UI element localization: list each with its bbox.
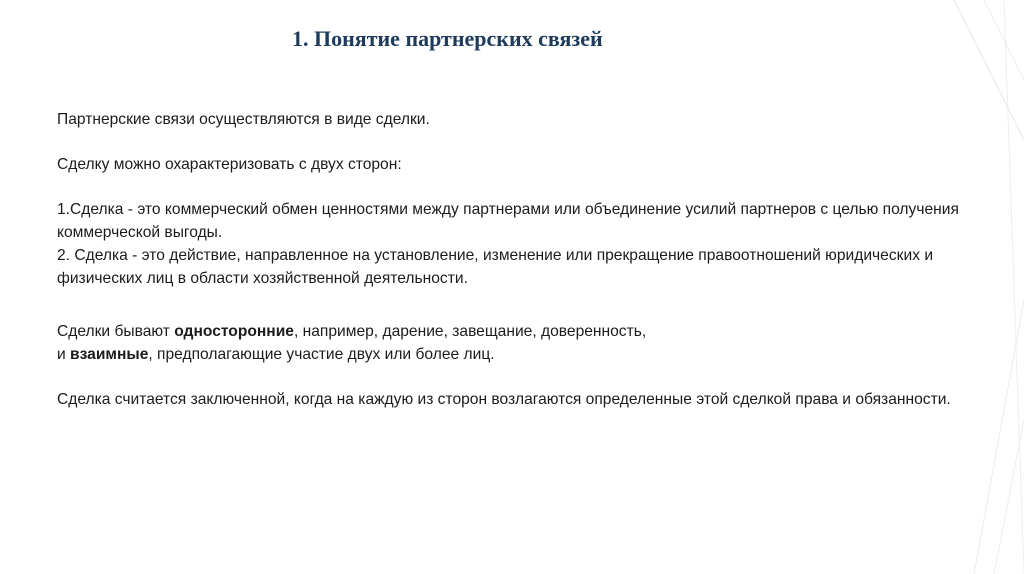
slide-title: 1. Понятие партнерских связей (292, 26, 603, 51)
deal-type-mutual: взаимные (70, 346, 149, 363)
deal-types-examples: , например, дарение, завещание, доверенность, (293, 323, 647, 340)
slide-body (57, 108, 987, 411)
paragraph-definition-2: 2. Сделка - это действие, направленное на установление, изменение или прекращение правоотношений юридических и физических лиц в области хозяйственной деятельности. (57, 247, 934, 287)
paragraph-conclusion: Сделка считается заключенной, когда на каждую из сторон возлагаются определенные этой сделкой права и обязанности. (57, 391, 951, 408)
deal-type-unilateral: односторонние (174, 323, 294, 340)
deal-types-lead: Сделки бывают (57, 323, 175, 340)
deal-types-conj: и (57, 346, 71, 363)
paragraph-definition-1: 1.Сделка - это коммерческий обмен ценностями между партнерами или объединение усилий партнеров с целью получения коммерческой выгоды. (57, 201, 959, 241)
paragraph-characterize: Сделку можно охарактеризовать с двух сторон: (57, 156, 402, 173)
deal-types-mutual-desc: , предполагающие участие двух или более лиц. (148, 346, 495, 363)
paragraph-deal-types (57, 320, 987, 366)
paragraph-intro: Партнерские связи осуществляются в виде сделки. (57, 111, 430, 128)
